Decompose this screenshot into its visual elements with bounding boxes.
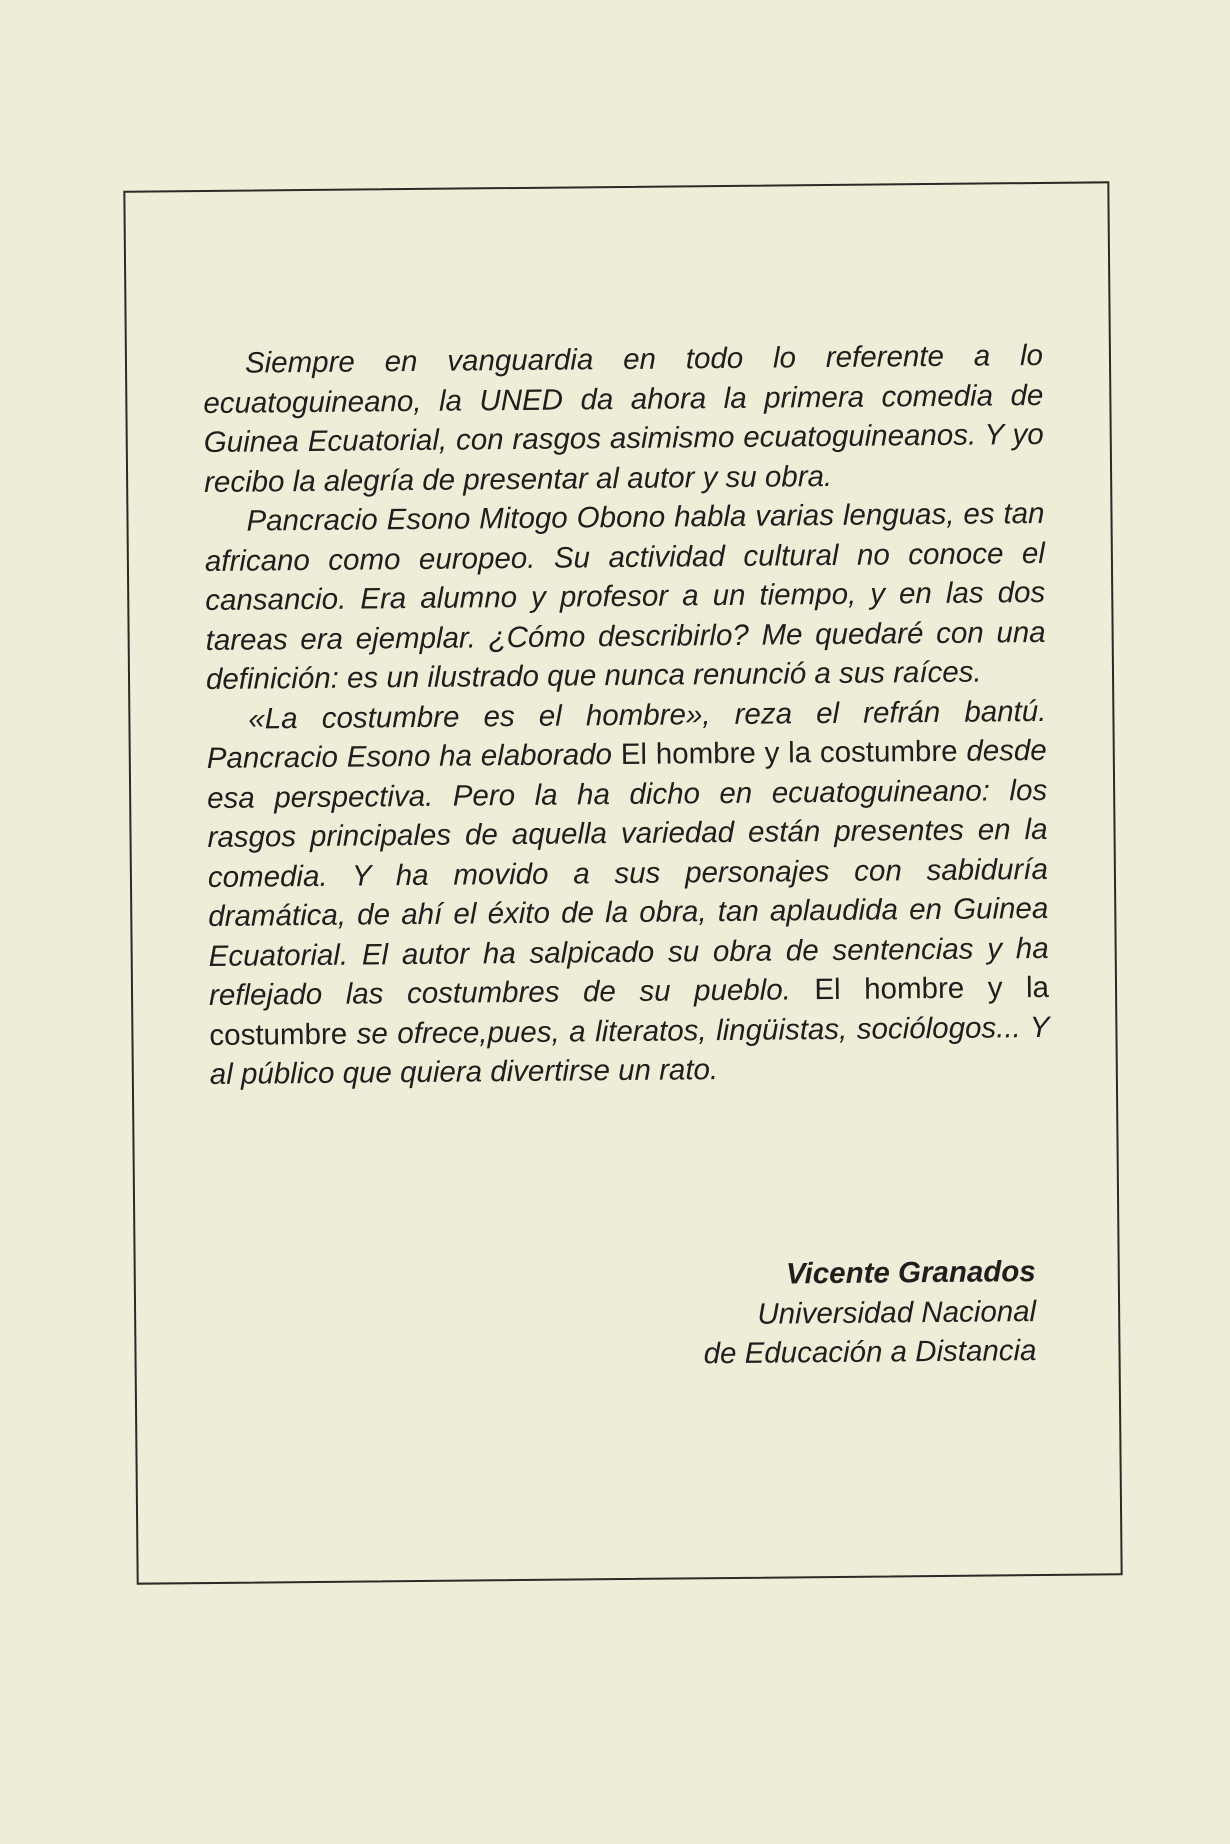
author-signature-name: Vicente Granados xyxy=(785,1255,1036,1291)
blurb-text xyxy=(203,336,1050,1095)
book-title-mention-2: El hombre y la costumbre xyxy=(209,970,1050,1052)
cover-frame xyxy=(123,181,1122,1584)
paragraph-3-text-1: «La costumbre es el hombre», reza el refrán bantú. Pancracio Esono ha elaborado xyxy=(206,694,1047,775)
affiliation-line-1: Universidad Nacional xyxy=(757,1294,1037,1331)
blurb-paragraph-2: Pancracio Esono Mitogo Obono habla varias lenguas, es tan africano como europeo. Su actividad cultural no conoce el cansancio. Era alumno y profesor a un tiempo, y en las dos tareas era ejemplar. ¿Cómo describirlo? Me quedaré con una definición: es un ilustrado que nunca renunció a sus raíces. xyxy=(204,496,1046,696)
book-title-mention-1: El hombre y la costumbre xyxy=(620,734,958,772)
paragraph-3-text-2: desde esa perspectiva. Pero la ha dicho en ecuatoguineano: los rasgos principales de aquella variedad están presentes en la comedia. Y ha movido a sus personajes con sabiduría dramática, de ahí el éxito de la obra, tan aplaudida en Guinea Ecuatorial. El autor ha salpicado su obra de sentencias y ha reflejado las costumbres de su pueblo. xyxy=(207,733,1049,1012)
signature-block xyxy=(703,1252,1037,1374)
blurb-paragraph-1: Siempre en vanguardia en todo lo referente a lo ecuatoguineano, la UNED da ahora la primera comedia de Guinea Ecuatorial, con rasgos asimismo ecuatoguineanos. Y yo recibo la alegría de presentar al autor y su obra. xyxy=(203,338,1044,499)
affiliation-line-2: de Educación a Distancia xyxy=(703,1334,1037,1371)
blurb-paragraph-3 xyxy=(206,691,1050,1094)
paragraph-3-text-3: se ofrece,pues, a literatos, lingüistas, sociólogos... Y al público que quiera divertirse un rato. xyxy=(209,1010,1050,1091)
